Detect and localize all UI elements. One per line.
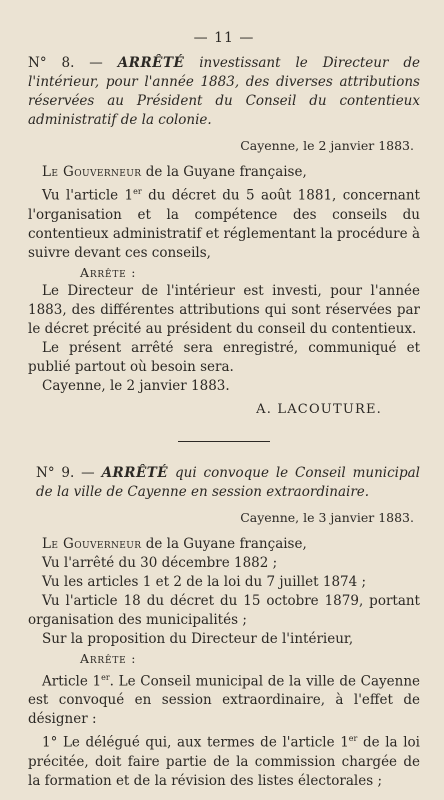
decree-9-subject: qui convoque le Conseil municipal de la ville de Cayenne en session extraordinaire.: [36, 464, 420, 500]
decree-8-considerant-sup: er: [133, 187, 142, 196]
decree-8-issuer: [28, 163, 420, 182]
decree-8-subject: investissant le Directeur de l'intérieur, pour l'année 1883, des diverses attributions réservées au Président du Conseil du contentieux administratif de la colonie.: [28, 55, 420, 128]
decree-9-place-date: Cayenne, le 3 janvier 1883.: [240, 509, 414, 525]
decree-8-heading: [28, 54, 420, 130]
decree-9-article-1-sup: er: [101, 672, 110, 682]
decree-9-issuer: [28, 535, 420, 554]
decree-8-issuer-rest: de la Guyane française,: [141, 164, 307, 180]
decree-8-considerant-text: Vu l'article 1: [42, 187, 134, 204]
decree-9-item-1-rest: de la loi précitée, doit faire partie de la commission chargée de la formation et de la révision des listes électorales ;: [28, 734, 420, 789]
decree-9-item-1: [28, 729, 420, 791]
decree-9-article-1-text: . Le Conseil municipal de la ville de Cayenne est convoqué en session extraordinaire, à l'effet de désigner :: [28, 673, 420, 727]
decree-8-issuer-title: Le Gouverneur: [42, 164, 142, 180]
decree-9-issuer-rest: de la Guyane française,: [141, 535, 307, 552]
decree-9-article-1: [28, 668, 420, 730]
decree-9-heading: [36, 464, 420, 502]
decree-8-number: N° 8. —: [28, 55, 118, 71]
section-divider: [178, 441, 270, 442]
decree-9-arrete-label: Arrête :: [80, 650, 137, 666]
decree-8-arrete-label: Arrête :: [80, 264, 137, 280]
decree-9-vu-1: Vu l'arrêté du 30 décembre 1882 ;: [42, 554, 278, 571]
decree-8-considerant-rest: du décret du 5 août 1881, concernant l'organisation et la compétence des conseils du contentieux administratif et réglementant la procédure à suivre devant ces conseils,: [28, 187, 420, 261]
decree-8-article-2: Le présent arrêté sera enregistré, communiqué et publié partout où besoin sera.: [28, 339, 420, 375]
decree-8-signature: A. LACOUTURE.: [256, 401, 382, 417]
decree-9-item-1-text: 1° Le délégué qui, aux termes de l'article 1: [42, 734, 349, 751]
decree-8-considerant: [28, 182, 420, 263]
decree-9-article-1-label: Article 1: [42, 673, 102, 689]
decree-9-number: N° 9. —: [36, 464, 102, 481]
decree-8-closing-date: Cayenne, le 2 janvier 1883.: [42, 377, 230, 394]
decree-9-vu-3: Vu l'article 18 du décret du 15 octobre 1879, portant organisation des municipalités ;: [28, 592, 420, 628]
decree-9-title: ARRÊTÉ: [101, 464, 169, 481]
page-number: — 11 —: [193, 30, 255, 46]
decree-9-proposal: Sur la proposition du Directeur de l'intérieur,: [42, 630, 354, 647]
decree-8-article-1: Le Directeur de l'intérieur est investi, pour l'année 1883, des différentes attributions qui sont réservées par le décret précité au président du conseil du contentieux.: [28, 282, 420, 337]
decree-8-title: ARRÊTÉ: [117, 55, 185, 71]
decree-9-vu-2: Vu les articles 1 et 2 de la loi du 7 juillet 1874 ;: [42, 573, 367, 590]
decree-8-place-date: Cayenne, le 2 janvier 1883.: [240, 138, 414, 153]
decree-9-issuer-title: Le Gouverneur: [42, 535, 142, 552]
decree-9-item-1-sup: er: [348, 734, 358, 743]
